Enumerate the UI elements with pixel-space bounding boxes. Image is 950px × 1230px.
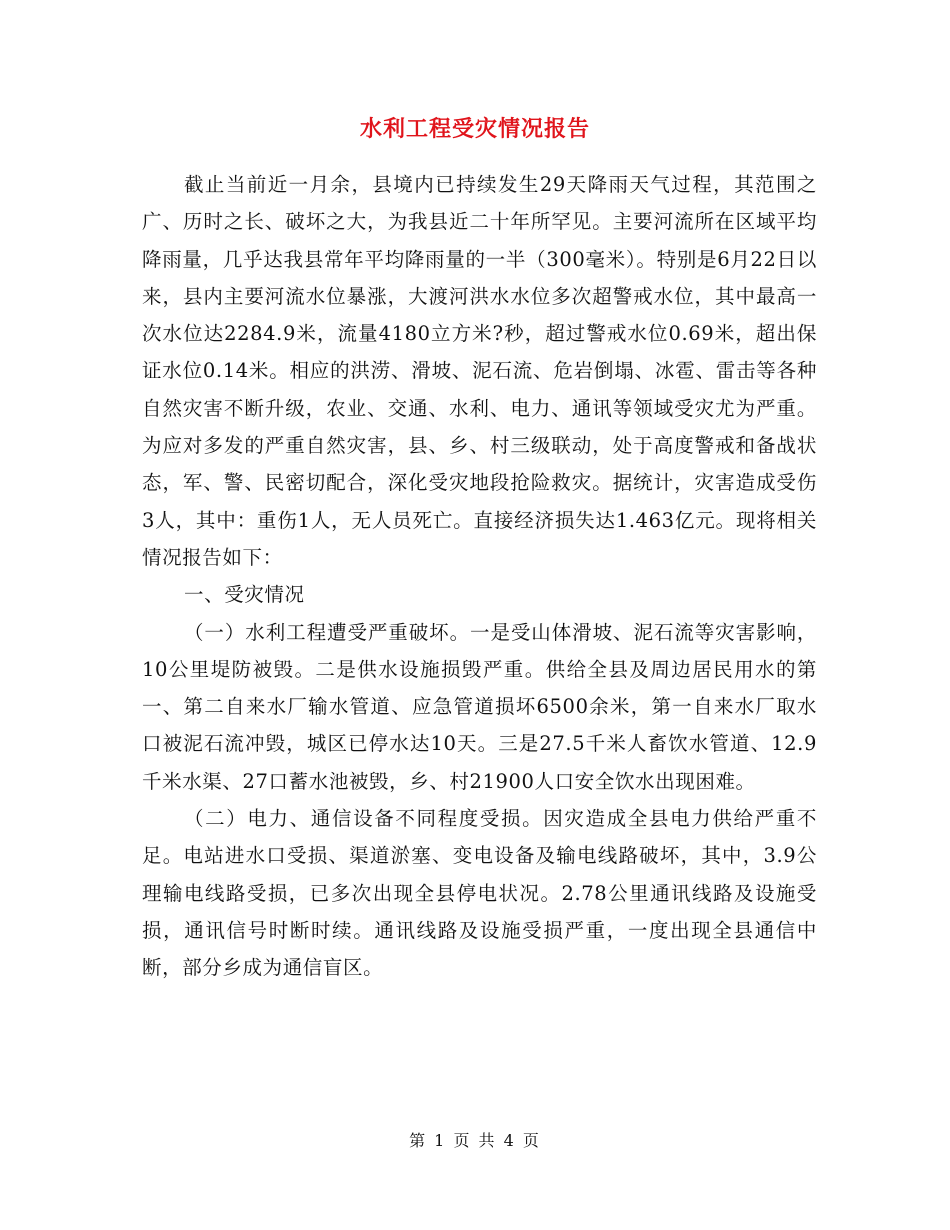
subsection-paragraph-1: （一）水利工程遭受严重破坏。一是受山体滑坡、泥石流等灾害影响，10公里堤防被毁。二是供水设施损毁严重。供给全县及周边居民用水的第一、第二自来水厂输水管道、应急管道损坏6500余米，第一自来水厂取水口被泥石流冲毁，城区已停水达10天。三是27.5千米人畜饮水管道、12.9千米水渠、27口蓄水池被毁，乡、村21900人口安全饮水出现困难。 — [142, 620, 817, 793]
page-number: 第 1 页 共 4 页 — [409, 1131, 541, 1150]
subsection-paragraph-2: （二）电力、通信设备不同程度受损。因灾造成全县电力供给严重不足。电站进水口受损、渠道淤塞、变电设备及输电线路破坏，其中，3.9公理输电线路受损，已多次出现全县停电状况。2.78公里通讯线路及设施受损，通讯信号时断时续。通讯线路及设施受损严重，一度出现全县通信中断，部分乡成为通信盲区。 — [142, 807, 817, 980]
document-title: 水利工程受灾情况报告 — [359, 116, 590, 142]
document-body — [142, 166, 817, 987]
intro-paragraph: 截止当前近一月余，县境内已持续发生29天降雨天气过程，其范围之广、历时之长、破坏之大，为我县近二十年所罕见。主要河流所在区域平均降雨量，几乎达我县常年平均降雨量的一半（300毫米）。特别是6月22日以来，县内主要河流水位暴涨，大渡河洪水水位多次超警戒水位，其中最高一次水位达2284.9米，流量4180立方米?秒，超过警戒水位0.69米，超出保证水位0.14米。相应的洪涝、滑坡、泥石流、危岩倒塌、冰雹、雷击等各种自然灾害不断升级，农业、交通、水利、电力、通讯等领域受灾尤为严重。为应对多发的严重自然灾害，县、乡、村三级联动，处于高度警戒和备战状态，军、警、民密切配合，深化受灾地段抢险救灾。据统计，灾害造成受伤3人，其中：重伤1人，无人员死亡。直接经济损失达1.463亿元。现将相关情况报告如下： — [142, 173, 817, 569]
section-heading: 一、受灾情况 — [184, 583, 305, 607]
